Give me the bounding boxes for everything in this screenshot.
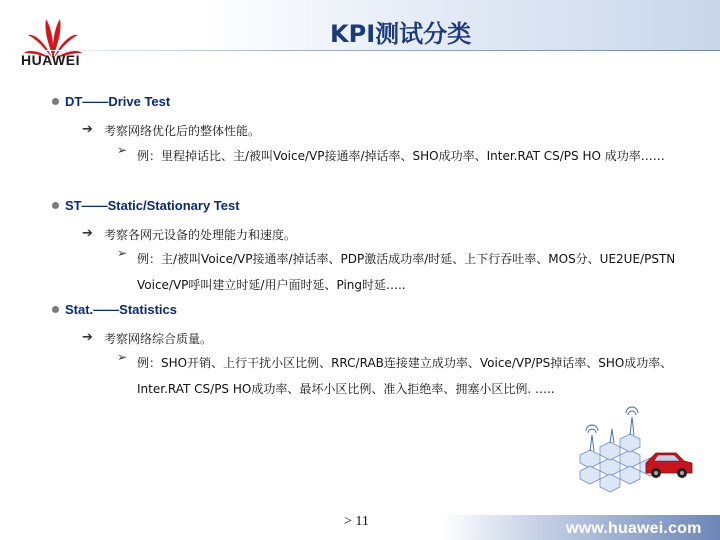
footer-url[interactable]: www.huawei.com: [566, 520, 702, 537]
arrow-right-icon: ➔: [82, 329, 93, 344]
bullet-dot-icon: [52, 202, 59, 209]
page-number: > 11: [344, 514, 369, 529]
network-cells-car-illustration: [570, 405, 700, 500]
chevron-right-icon: ➢: [117, 143, 128, 157]
arrow-right-icon: ➔: [82, 121, 93, 136]
bullet-dot-icon: [52, 98, 59, 105]
bullet-dot-icon: [52, 306, 59, 313]
chevron-right-icon: ➢: [117, 350, 128, 364]
page-title: KPI测试分类: [330, 20, 472, 48]
arrow-right-icon: ➔: [82, 225, 93, 240]
chevron-right-icon: ➢: [117, 246, 128, 260]
title-divider: [0, 50, 720, 51]
logo-text: HUAWEI: [21, 52, 80, 68]
